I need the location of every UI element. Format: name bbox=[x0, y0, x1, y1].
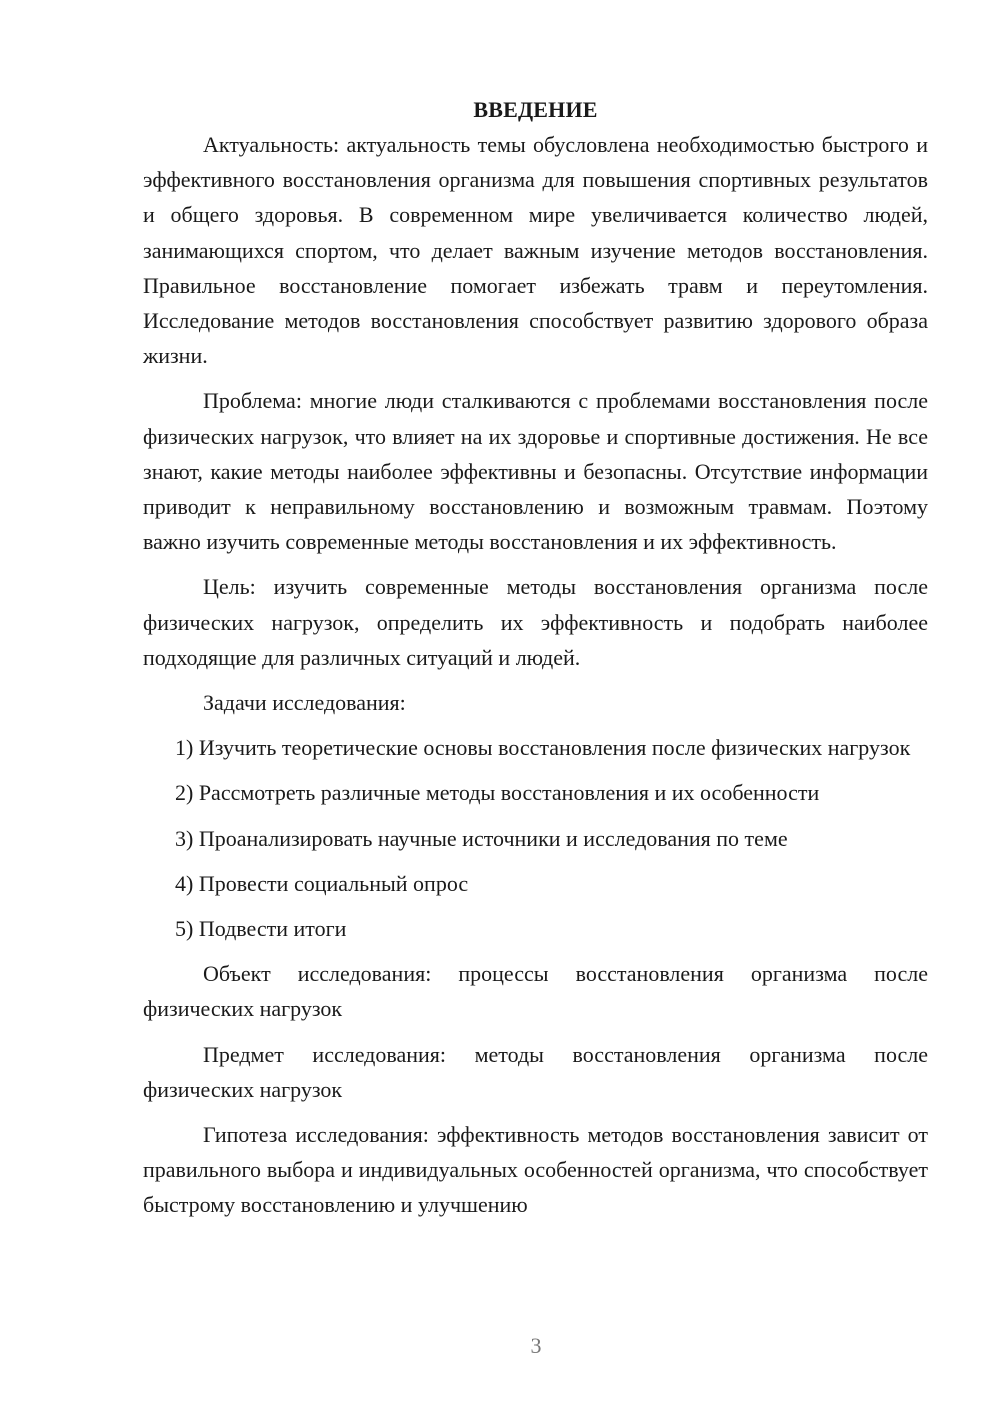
task-item: 3) Проанализировать научные источники и исследования по теме bbox=[175, 825, 788, 851]
subject-paragraph: Предмет исследования: методы восстановления организма после физических нагрузок bbox=[143, 1041, 928, 1102]
tasks-title: Задачи исследования: bbox=[203, 690, 406, 716]
problem-paragraph: Проблема: многие люди сталкиваются с проблемами восстановления после физических нагрузок, что влияет на их здоровье и спортивные достижения. Не все знают, какие методы наиболее эффективны и безопасны. Отсутствие информации приводит к неправильному восстановлению и возможным травмам. Поэтому важно изучить современные методы восстановления и их эффективность. bbox=[143, 388, 928, 555]
relevance-paragraph: Актуальность: актуальность темы обусловлена необходимостью быстрого и эффективного восстановления организма для повышения спортивных результатов и общего здоровья. В современном мире увеличивается количество людей, занимающихся спортом, что делает важным изучение методов восстановления. Правильное восстановление помогает избежать травм и переутомления. Исследование методов восстановления способствует развитию здорового образа жизни. bbox=[143, 132, 928, 369]
task-item: 1) Изучить теоретические основы восстановления после физических нагрузок bbox=[175, 735, 911, 761]
task-item: 5) Подвести итоги bbox=[175, 916, 347, 942]
document-page bbox=[143, 92, 928, 1233]
task-item: 2) Рассмотреть различные методы восстановления и их особенности bbox=[175, 780, 820, 806]
task-item: 4) Провести социальный опрос bbox=[175, 870, 469, 896]
page-number: 3 bbox=[530, 1333, 542, 1358]
section-heading: ВВЕДЕНИЕ bbox=[473, 97, 598, 122]
hypothesis-paragraph: Гипотеза исследования: эффективность методов восстановления зависит от правильного выбора и индивидуальных особенностей организма, что способствует быстрому восстановлению и улучшению bbox=[143, 1122, 928, 1218]
object-paragraph: Объект исследования: процессы восстановления организма после физических нагрузок bbox=[143, 961, 928, 1022]
goal-paragraph: Цель: изучить современные методы восстановления организма после физических нагрузок, определить их эффективность и подобрать наиболее подходящие для различных ситуаций и людей. bbox=[143, 574, 928, 670]
